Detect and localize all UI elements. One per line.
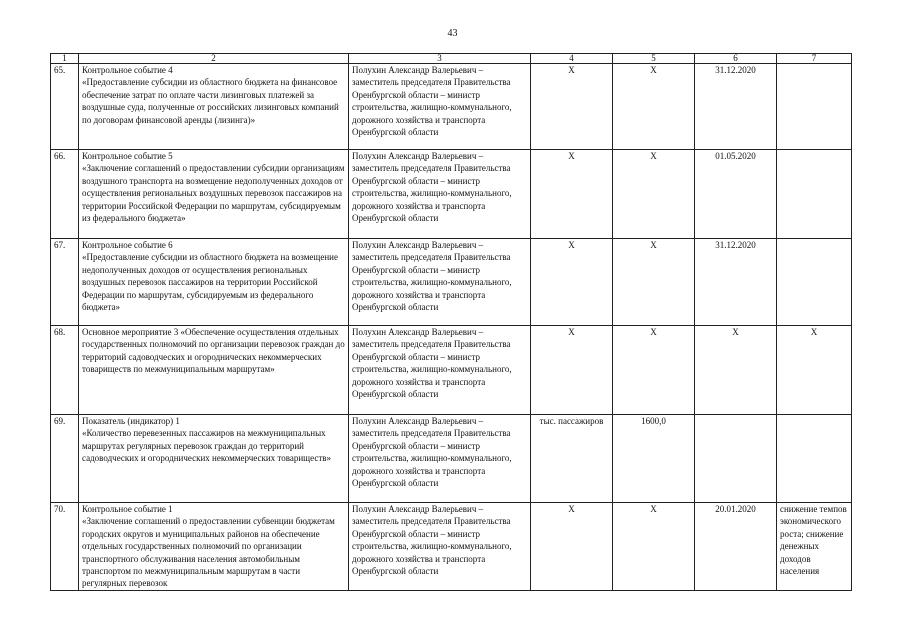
- row-name: Основное мероприятие 3 «Обеспечение осуществления отдельных государственных полномочий по организации перевозок граждан до территорий садоводческих и огороднических некоммерческих товариществ по межмуниципальным маршрутам»: [79, 326, 349, 415]
- row-number: 69.: [51, 415, 79, 503]
- row-col6: 31.12.2020: [695, 64, 777, 150]
- row-responsible: Полухин Александр Валерьевич – заместитель председателя Правительства Оренбургской области – министр строительства, жилищно-коммунального, дорожного хозяйства и транспорта Оренбургской области: [349, 503, 531, 591]
- row-name: Контрольное событие 6 «Предоставление субсидии из областного бюджета на возмещение недополученных доходов от осуществления региональных воздушных перевозок пассажиров на территории Российской Федерации по маршрутам, субсидируемым из федерального бюджета»: [79, 239, 349, 326]
- row-col4: Х: [531, 503, 613, 591]
- row-responsible: Полухин Александр Валерьевич – заместитель председателя Правительства Оренбургской области – министр строительства, жилищно-коммунального, дорожного хозяйства и транспорта Оренбургской области: [349, 150, 531, 239]
- row-col4: Х: [531, 326, 613, 415]
- table-row: [51, 326, 852, 415]
- row-col4: Х: [531, 64, 613, 150]
- row-col6: 20.01.2020: [695, 503, 777, 591]
- row-col5: Х: [613, 503, 695, 591]
- table-row: [51, 415, 852, 503]
- row-name: Контрольное событие 4 «Предоставление субсидии из областного бюджета на финансовое обеспечение затрат по оплате части лизинговых платежей за воздушные суда, полученные от российских лизинговых компаний по договорам финансовой аренды (лизинга)»: [79, 64, 349, 150]
- row-col7: [777, 239, 852, 326]
- row-number: 67.: [51, 239, 79, 326]
- row-name: Контрольное событие 1 «Заключение соглашений о предоставлении субвенции бюджетам городских округов и муниципальных районов на обеспечение отдельных государственных полномочий по организации транспортного обслуживания населения автомобильным транспортом по межмуниципальным маршрутам в части регулярных перевозок: [79, 503, 349, 591]
- header-cell-2: 2: [79, 54, 349, 64]
- row-col7: [777, 415, 852, 503]
- row-responsible: Полухин Александр Валерьевич – заместитель председателя Правительства Оренбургской области – министр строительства, жилищно-коммунального, дорожного хозяйства и транспорта Оренбургской области: [349, 326, 531, 415]
- row-number: 68.: [51, 326, 79, 415]
- table-row: [51, 64, 852, 150]
- row-col7: [777, 64, 852, 150]
- program-table: [50, 53, 852, 591]
- header-cell-6: 6: [695, 54, 777, 64]
- row-col5: Х: [613, 326, 695, 415]
- row-responsible: Полухин Александр Валерьевич – заместитель председателя Правительства Оренбургской области – министр строительства, жилищно-коммунального, дорожного хозяйства и транспорта Оренбургской области: [349, 415, 531, 503]
- table-header-row: [51, 54, 852, 64]
- row-responsible: Полухин Александр Валерьевич – заместитель председателя Правительства Оренбургской области – министр строительства, жилищно-коммунального, дорожного хозяйства и транспорта Оренбургской области: [349, 239, 531, 326]
- table-row: [51, 150, 852, 239]
- row-col4: Х: [531, 239, 613, 326]
- row-col7: [777, 150, 852, 239]
- header-cell-5: 5: [613, 54, 695, 64]
- row-col6: 31.12.2020: [695, 239, 777, 326]
- row-col5: Х: [613, 150, 695, 239]
- row-col6: 01.05.2020: [695, 150, 777, 239]
- page-number: 43: [447, 28, 458, 39]
- table-row: [51, 503, 852, 591]
- row-col5: Х: [613, 239, 695, 326]
- row-col5: Х: [613, 64, 695, 150]
- row-name: Контрольное событие 5 «Заключение соглашений о предоставлении субсидии организациям воздушного транспорта на возмещение недополученных доходов от осуществления региональных воздушных перевозок пассажиров на территории Российской Федерации по маршрутам, субсидируемым из федерального бюджета»: [79, 150, 349, 239]
- row-responsible: Полухин Александр Валерьевич – заместитель председателя Правительства Оренбургской области – министр строительства, жилищно-коммунального, дорожного хозяйства и транспорта Оренбургской области: [349, 64, 531, 150]
- row-col6: Х: [695, 326, 777, 415]
- header-cell-3: 3: [349, 54, 531, 64]
- row-number: 66.: [51, 150, 79, 239]
- header-cell-1: 1: [51, 54, 79, 64]
- row-col7: снижение темпов экономического роста; снижение денежных доходов населения: [777, 503, 852, 591]
- header-cell-4: 4: [531, 54, 613, 64]
- row-col5: 1600,0: [613, 415, 695, 503]
- row-name: Показатель (индикатор) 1 «Количество перевезенных пассажиров на межмуниципальных маршрутах регулярных перевозок граждан до территорий садоводческих и огороднических некоммерческих товариществ»: [79, 415, 349, 503]
- row-col4: тыс. пассажиров: [531, 415, 613, 503]
- row-number: 65.: [51, 64, 79, 150]
- row-col6: [695, 415, 777, 503]
- row-col4: Х: [531, 150, 613, 239]
- header-cell-7: 7: [777, 54, 852, 64]
- row-number: 70.: [51, 503, 79, 591]
- row-col7: Х: [777, 326, 852, 415]
- table-row: [51, 239, 852, 326]
